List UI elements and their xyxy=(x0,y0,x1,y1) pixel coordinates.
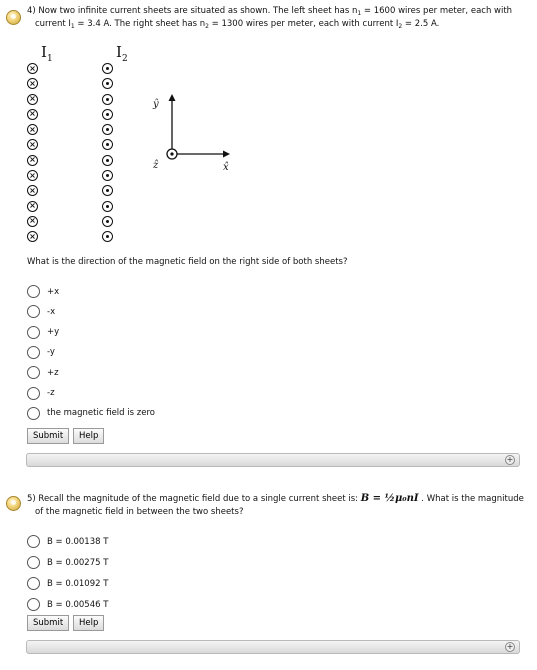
radio-button[interactable] xyxy=(27,387,40,400)
right-sheet-out-of-page xyxy=(102,63,113,247)
q4-text-line2: current $I_1 = 3.4$ A. The right sheet has $n_2 = 1300$ wires per meter, each with current $I_2 = 2.5$ A. xyxy=(35,19,440,30)
radio-button[interactable] xyxy=(27,346,40,359)
radio-button[interactable] xyxy=(27,407,40,420)
radio-button[interactable] xyxy=(27,285,40,298)
q5-option[interactable] xyxy=(27,598,108,611)
z-axis-dot xyxy=(170,152,173,155)
option-label: -z xyxy=(47,388,55,398)
q5-submit-button[interactable]: Submit xyxy=(27,615,69,631)
formula: B = ½μ₀nI xyxy=(360,493,419,504)
radio-button[interactable] xyxy=(27,598,40,611)
into-page-symbol: × xyxy=(27,124,38,135)
q5-option[interactable] xyxy=(27,535,108,548)
radio-button[interactable] xyxy=(27,577,40,590)
y-axis-arrowhead xyxy=(169,94,176,101)
into-page-symbol: × xyxy=(27,109,38,120)
q4-question: What is the direction of the magnetic field on the right side of both sheets? xyxy=(27,257,348,267)
q5-help-button[interactable]: Help xyxy=(73,615,104,631)
into-page-symbol: × xyxy=(27,94,38,105)
x-axis-label: x̂ xyxy=(223,162,229,173)
out-of-page-symbol xyxy=(102,185,113,196)
option-label: B = 0.00275 T xyxy=(47,557,109,568)
into-page-symbol: × xyxy=(27,216,38,227)
out-of-page-symbol xyxy=(102,139,113,150)
out-of-page-symbol xyxy=(102,170,113,181)
radio-button[interactable] xyxy=(27,556,40,569)
q4-option[interactable] xyxy=(27,387,55,400)
out-of-page-symbol xyxy=(102,109,113,120)
option-label: B = 0.00546 T xyxy=(47,599,109,610)
q4-option[interactable] xyxy=(27,285,59,298)
sheet-label-right: $I_2$ xyxy=(116,43,128,64)
option-label: +y xyxy=(47,327,60,338)
q4-option[interactable] xyxy=(27,346,55,359)
out-of-page-symbol xyxy=(102,201,113,212)
into-page-symbol: × xyxy=(27,201,38,212)
left-sheet-into-page xyxy=(27,63,38,247)
out-of-page-symbol xyxy=(102,78,113,89)
radio-button[interactable] xyxy=(27,305,40,318)
q5-hint-bar[interactable] xyxy=(26,640,520,654)
q4-option[interactable] xyxy=(27,407,155,420)
radio-button[interactable] xyxy=(27,326,40,339)
sheet-label-left: $I_1$ xyxy=(41,43,53,64)
q5-option[interactable] xyxy=(27,577,108,590)
q4-option[interactable] xyxy=(27,326,59,339)
option-label: the magnetic field is zero xyxy=(47,408,155,419)
y-axis-label: ŷ xyxy=(153,99,159,110)
q4-option[interactable] xyxy=(27,305,55,318)
option-label: +x xyxy=(47,286,60,297)
option-label: B = 0.00138 T xyxy=(47,536,109,547)
out-of-page-symbol xyxy=(102,63,113,74)
out-of-page-symbol xyxy=(102,124,113,135)
into-page-symbol: × xyxy=(27,78,38,89)
q5-text-line2: of the magnetic field in between the two sheets? xyxy=(35,507,244,517)
into-page-symbol: × xyxy=(27,185,38,196)
expand-icon[interactable]: + xyxy=(506,642,514,651)
q5-option[interactable] xyxy=(27,556,108,569)
q4-help-button[interactable]: Help xyxy=(73,428,104,444)
out-of-page-symbol xyxy=(102,94,113,105)
into-page-symbol: × xyxy=(27,155,38,166)
into-page-symbol: × xyxy=(27,170,38,181)
x-axis-arrowhead xyxy=(223,151,230,158)
q4-option[interactable] xyxy=(27,366,59,379)
q4-text-line1: 4) Now two infinite current sheets are situated as shown. The left sheet has $n_1 = 1600$ wires per meter, each with xyxy=(27,6,513,17)
q4-hint-bar[interactable] xyxy=(26,453,520,467)
q5-text-line1: 5) Recall the magnitude of the magnetic field due to a single current sheet is: B = ½μ₀nI . What is the magnitude xyxy=(27,493,524,504)
question-icon xyxy=(6,496,21,511)
into-page-symbol: × xyxy=(27,63,38,74)
q4-submit-button[interactable]: Submit xyxy=(27,428,69,444)
into-page-symbol: × xyxy=(27,231,38,242)
radio-button[interactable] xyxy=(27,535,40,548)
out-of-page-symbol xyxy=(102,231,113,242)
radio-button[interactable] xyxy=(27,366,40,379)
question-icon xyxy=(6,10,21,25)
expand-icon[interactable]: + xyxy=(506,455,514,464)
option-label: -y xyxy=(47,347,55,358)
out-of-page-symbol xyxy=(102,216,113,227)
out-of-page-symbol xyxy=(102,155,113,166)
into-page-symbol: × xyxy=(27,139,38,150)
z-axis-label: ẑ xyxy=(153,160,159,171)
option-label: -x xyxy=(47,306,56,317)
option-label: B = 0.01092 T xyxy=(47,578,109,589)
option-label: +z xyxy=(47,367,59,378)
